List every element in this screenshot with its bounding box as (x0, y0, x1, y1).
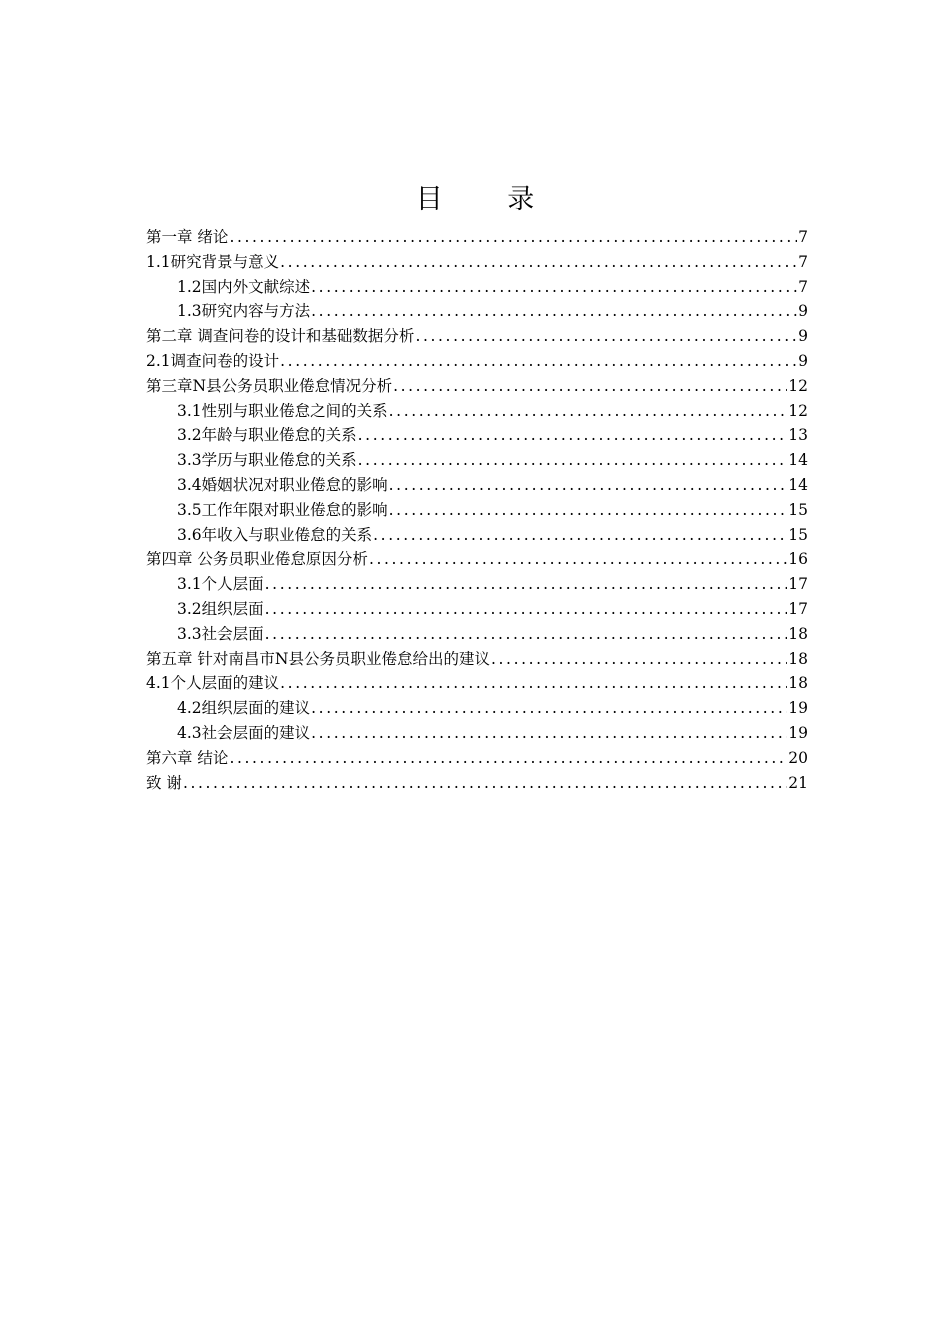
toc-entry[interactable] (146, 721, 808, 746)
toc-dot-leader (265, 622, 788, 647)
toc-dot-leader (280, 349, 797, 374)
toc-entry-label: 3.3社会层面 (177, 624, 264, 643)
toc-dot-leader (311, 275, 797, 300)
toc-entry-page-number: 14 (788, 451, 808, 470)
toc-entry[interactable] (146, 374, 808, 399)
toc-entry[interactable] (146, 448, 808, 473)
toc-entry-page-number: 9 (798, 327, 808, 346)
toc-entry-page-number: 7 (798, 277, 808, 296)
toc-entry-label: 4.2组织层面的建议 (177, 699, 311, 718)
toc-entry-label: 1.3研究内容与方法 (177, 302, 311, 321)
toc-dot-leader (358, 448, 788, 473)
toc-entry[interactable] (146, 250, 808, 275)
toc-entry-page-number: 12 (788, 376, 808, 395)
toc-entry-page-number: 19 (788, 699, 808, 718)
toc-entry[interactable] (146, 275, 808, 300)
toc-entry[interactable] (146, 746, 808, 771)
toc-entry-label: 第四章 公务员职业倦怠原因分析 (146, 550, 368, 569)
toc-dot-leader (311, 721, 787, 746)
toc-dot-leader (280, 250, 797, 275)
toc-entry-page-number: 18 (788, 674, 808, 693)
toc-entry[interactable] (146, 771, 808, 796)
toc-entry-page-number: 12 (788, 401, 808, 420)
toc-dot-leader (229, 225, 797, 250)
toc-entry-label: 第五章 针对南昌市N县公务员职业倦怠给出的建议 (146, 649, 490, 668)
toc-entry[interactable] (146, 647, 808, 672)
toc-entry-label: 3.5工作年限对职业倦怠的影响 (177, 500, 388, 519)
table-of-contents (146, 225, 808, 795)
toc-dot-leader (389, 473, 788, 498)
toc-dot-leader (393, 374, 787, 399)
toc-entry-label: 致 谢 (146, 773, 182, 792)
toc-dot-leader (311, 696, 787, 721)
toc-entry-page-number: 18 (788, 624, 808, 643)
toc-dot-leader (369, 547, 787, 572)
toc-entry[interactable] (146, 498, 808, 523)
toc-entry-label: 3.2年龄与职业倦怠的关系 (177, 426, 357, 445)
toc-entry-label: 第六章 结论 (146, 748, 229, 767)
toc-entry-label: 3.1个人层面 (177, 575, 264, 594)
toc-dot-leader (389, 498, 788, 523)
toc-entry[interactable] (146, 547, 808, 572)
toc-entry-label: 4.1个人层面的建议 (146, 674, 280, 693)
toc-entry-page-number: 13 (788, 426, 808, 445)
toc-entry[interactable] (146, 696, 808, 721)
toc-entry-label: 3.1性别与职业倦怠之间的关系 (177, 401, 388, 420)
toc-entry-label: 第三章N县公务员职业倦怠情况分析 (146, 376, 393, 395)
toc-dot-leader (415, 324, 797, 349)
toc-entry-page-number: 18 (788, 649, 808, 668)
toc-title: 目 录 (415, 184, 563, 215)
toc-entry-page-number: 17 (788, 599, 808, 618)
toc-dot-leader (358, 423, 788, 448)
toc-entry[interactable] (146, 225, 808, 250)
toc-dot-leader (229, 746, 787, 771)
toc-entry-label: 第二章 调查问卷的设计和基础数据分析 (146, 327, 415, 346)
toc-entry-page-number: 19 (788, 723, 808, 742)
toc-entry-label: 1.2国内外文献综述 (177, 277, 311, 296)
toc-entry-label: 4.3社会层面的建议 (177, 723, 311, 742)
toc-entry[interactable] (146, 324, 808, 349)
toc-dot-leader (183, 771, 787, 796)
toc-entry[interactable] (146, 572, 808, 597)
toc-dot-leader (311, 299, 797, 324)
toc-entry-label: 3.6年收入与职业倦怠的关系 (177, 525, 373, 544)
toc-entry-label: 第一章 绪论 (146, 228, 229, 246)
toc-entry-page-number: 14 (788, 475, 808, 494)
toc-entry[interactable] (146, 423, 808, 448)
toc-entry-page-number: 7 (798, 252, 808, 271)
toc-dot-leader (280, 671, 787, 696)
toc-entry-page-number: 17 (788, 575, 808, 594)
toc-dot-leader (389, 399, 788, 424)
toc-entry[interactable] (146, 523, 808, 548)
toc-entry[interactable] (146, 473, 808, 498)
toc-entry[interactable] (146, 622, 808, 647)
toc-entry-page-number: 15 (788, 525, 808, 544)
toc-entry-label: 1.1研究背景与意义 (146, 252, 280, 271)
toc-entry-label: 3.3学历与职业倦怠的关系 (177, 451, 357, 470)
toc-dot-leader (373, 523, 787, 548)
toc-entry[interactable] (146, 671, 808, 696)
toc-entry[interactable] (146, 349, 808, 374)
toc-entry-page-number: 20 (788, 748, 808, 767)
toc-entry-page-number: 15 (788, 500, 808, 519)
toc-entry-page-number: 7 (798, 228, 808, 246)
toc-entry-label: 3.2组织层面 (177, 599, 264, 618)
toc-dot-leader (265, 597, 788, 622)
toc-entry[interactable] (146, 299, 808, 324)
toc-dot-leader (491, 647, 787, 672)
toc-entry-label: 2.1调查问卷的设计 (146, 351, 280, 370)
toc-entry-page-number: 21 (788, 773, 808, 792)
toc-dot-leader (265, 572, 788, 597)
toc-entry[interactable] (146, 399, 808, 424)
toc-entry-page-number: 16 (788, 550, 808, 569)
toc-entry-label: 3.4婚姻状况对职业倦怠的影响 (177, 475, 388, 494)
toc-entry-page-number: 9 (798, 351, 808, 370)
toc-entry[interactable] (146, 597, 808, 622)
toc-entry-page-number: 9 (798, 302, 808, 321)
